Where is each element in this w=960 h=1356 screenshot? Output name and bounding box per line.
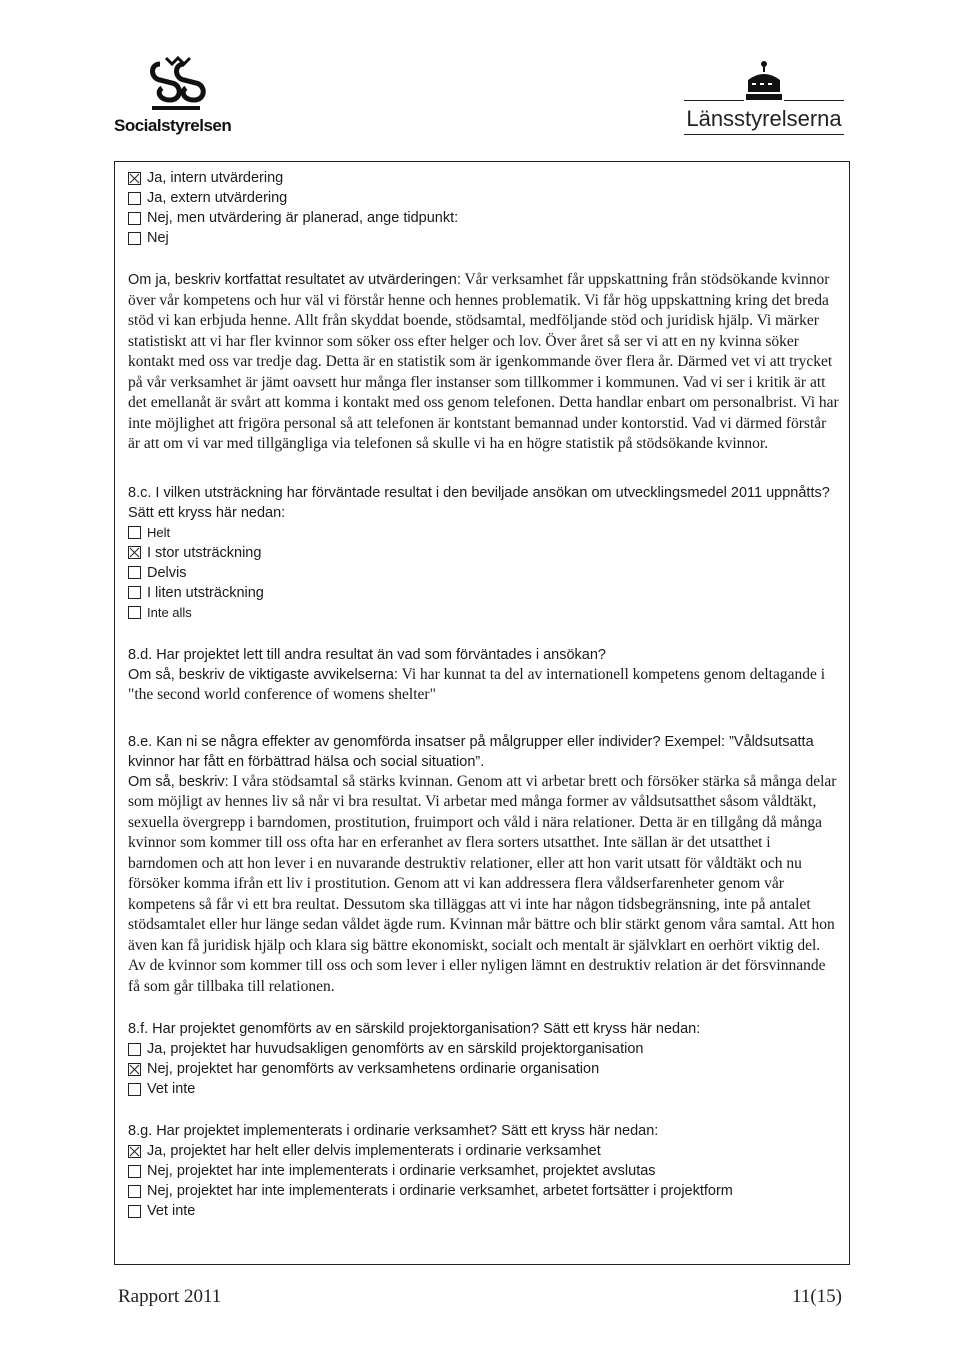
crown-icon xyxy=(744,60,784,104)
checkbox-icon[interactable] xyxy=(128,232,141,245)
question-8e: 8.e. Kan ni se några effekter av genomförda insatser på målgrupper eller individer? Exempel: ”Våldsutsatta kvinnor har fått en förbättrad hälsa och social situation”. xyxy=(128,733,814,770)
checkbox-checked-icon[interactable] xyxy=(128,172,141,185)
report-year: Rapport 2011 xyxy=(118,1286,222,1307)
option-liten[interactable]: I liten utsträckning xyxy=(128,583,840,603)
option-nej-ordinarie[interactable]: Nej, projektet har genomförts av verksamhetens ordinarie organisation xyxy=(128,1059,840,1079)
checkbox-icon[interactable] xyxy=(128,526,141,539)
checkbox-icon[interactable] xyxy=(128,1043,141,1056)
checkbox-icon[interactable] xyxy=(128,606,141,619)
checkbox-icon[interactable] xyxy=(128,212,141,225)
page-footer xyxy=(118,1286,842,1308)
socialstyrelsen-logo xyxy=(114,56,244,136)
option-delvis[interactable]: Delvis xyxy=(128,563,840,583)
lansstyrelserna-name: Länsstyrelserna xyxy=(686,106,842,131)
checkbox-checked-icon[interactable] xyxy=(128,1063,141,1076)
option-ja-implementerat[interactable]: Ja, projektet har helt eller delvis implementerats i ordinarie verksamhet xyxy=(128,1141,840,1161)
option-intern[interactable]: Ja, intern utvärdering xyxy=(128,168,840,188)
option-inte-alls[interactable]: Inte alls xyxy=(128,603,840,623)
evaluation-result-text: Om ja, beskriv kortfattat resultatet av utvärderingen: Vår verksamhet får uppskattning från stödsökande kvinnor över vår kompetens och hur väl vi förstår henne och hennes problematik. Vi får hög uppskattning kring det breda stöd vi kan erbjuda henne. Allt från skyddat boende, stödsamtal, medföljande stöd och juridisk hjälp. Vi märker statistiskt att vi har fler kvinnor som söker oss efter helger och lov. Över året så ser vi att en ny kvinna söker kontakt med oss var tredje dag. Detta är en statistik som är igenkommande över flera år. Därmed vet vi att trycket på vår verksamhet är jämt oavsett hur många fler instanser som tillkommer i kommunen. Vad vi ser i kritik är att det emellanåt är svårt att komma i kontakt med oss genom telefonen. Detta handlar enbart om personalbrist. Vi har inte möjlighet att frigöra personal så att telefonen är kontstant bemannad under kontorstid. Vad vi därmed förstår är att om vi var med tillgängliga via telefonen så skulle vi ha en högre statistik på stödsökande kvinnor. xyxy=(128,271,839,452)
question-8g: 8.g. Har projektet implementerats i ordinarie verksamhet? Sätt ett kryss här nedan: xyxy=(128,1123,659,1139)
option-helt[interactable]: Helt xyxy=(128,523,840,543)
checkbox-icon[interactable] xyxy=(128,1083,141,1096)
option-planerad[interactable]: Nej, men utvärdering är planerad, ange tidpunkt: xyxy=(128,208,840,228)
checkbox-icon[interactable] xyxy=(128,192,141,205)
option-extern[interactable]: Ja, extern utvärdering xyxy=(128,188,840,208)
q8e-answer: Om så, beskriv: I våra stödsamtal så stärks kvinnan. Genom att vi arbetar brett och försöker stärka så många delar som möjligt av hennes liv så når vi bra resultat. Vi arbetar med många former av våldsutsatthet såsom våldtäkt, sexuella övergrepp i barndomen, prostitution, fruimport och våld i nära relationer. Detta är en tillgång då många kvinnor som kommer till oss ofta har en erferanhet av flera sorters utsatthet. Inte sällan är det utsatthet i barndomen och att hon lever i en nuvarande destruktiv relationer, eller att hon varit utsatt för våldtäkt och nu försöker komma ifrån ett liv i prostitution. Genom att vi kan addressera flera våldserfarenheter genom vår kompetens så får vi ett bra reultat. Dessutom ska tilläggas att vi inte har någon tidsbegränsning, inte på antalet stödsamtalet eller hur länge sedan våldet ägde rum. Kvinnan mår bättre och blir stärkt genom våra samtal. Att hon även kan få juridisk hjälp och klara sig bättre ekonomiskt, socialt och mentalt är självklart en oerhört viktig del. Av de kvinnor som kommer till oss och som lever i eller nyligen lämnt en destruktiv relation är det försvinnande få som går tillbaka till relationen. xyxy=(128,772,837,995)
q8d-answer: Om så, beskriv de viktigaste avvikelserna: Vi har kunnat ta del av internationell kompetens genom deltagande i "the second world conference of womens shelter" xyxy=(128,665,826,703)
checkbox-icon[interactable] xyxy=(128,1205,141,1218)
checkbox-icon[interactable] xyxy=(128,1165,141,1178)
option-vet-inte[interactable]: Vet inte xyxy=(128,1079,840,1099)
q8g-options xyxy=(128,1141,840,1221)
checkbox-icon[interactable] xyxy=(128,1185,141,1198)
checkbox-checked-icon[interactable] xyxy=(128,546,141,559)
checkbox-checked-icon[interactable] xyxy=(128,1145,141,1158)
question-8c: 8.c. I vilken utsträckning har förväntade resultat i den beviljade ansökan om utvecklingsmedel 2011 uppnåtts? Sätt ett kryss här nedan: xyxy=(128,484,830,521)
question-8f: 8.f. Har projektet genomförts av en särskild projektorganisation? Sätt ett kryss här nedan: xyxy=(128,1021,701,1037)
page-header xyxy=(0,0,960,160)
q8f-options xyxy=(128,1039,840,1099)
option-stor[interactable]: I stor utsträckning xyxy=(128,543,840,563)
checkbox-icon[interactable] xyxy=(128,586,141,599)
socialstyrelsen-emblem-icon xyxy=(146,56,208,114)
lansstyrelserna-logo xyxy=(684,60,844,135)
socialstyrelsen-name: Socialstyrelsen xyxy=(114,116,232,135)
question-8d: 8.d. Har projektet lett till andra resultat än vad som förväntades i ansökan? xyxy=(128,646,606,663)
option-nej-avslutas[interactable]: Nej, projektet har inte implementerats i ordinarie verksamhet, projektet avslutas xyxy=(128,1161,840,1181)
option-ja-projektorganisation[interactable]: Ja, projektet har huvudsakligen genomförts av en särskild projektorganisation xyxy=(128,1039,840,1059)
page-number: 11(15) xyxy=(792,1286,842,1307)
q8c-options xyxy=(128,523,840,623)
form-content xyxy=(128,168,840,1221)
option-nej-projektform[interactable]: Nej, projektet har inte implementerats i ordinarie verksamhet, arbetet fortsätter i projektform xyxy=(128,1181,840,1201)
option-vet-inte-8g[interactable]: Vet inte xyxy=(128,1201,840,1221)
checkbox-icon[interactable] xyxy=(128,566,141,579)
evaluation-options xyxy=(128,168,840,248)
option-nej[interactable]: Nej xyxy=(128,228,840,248)
